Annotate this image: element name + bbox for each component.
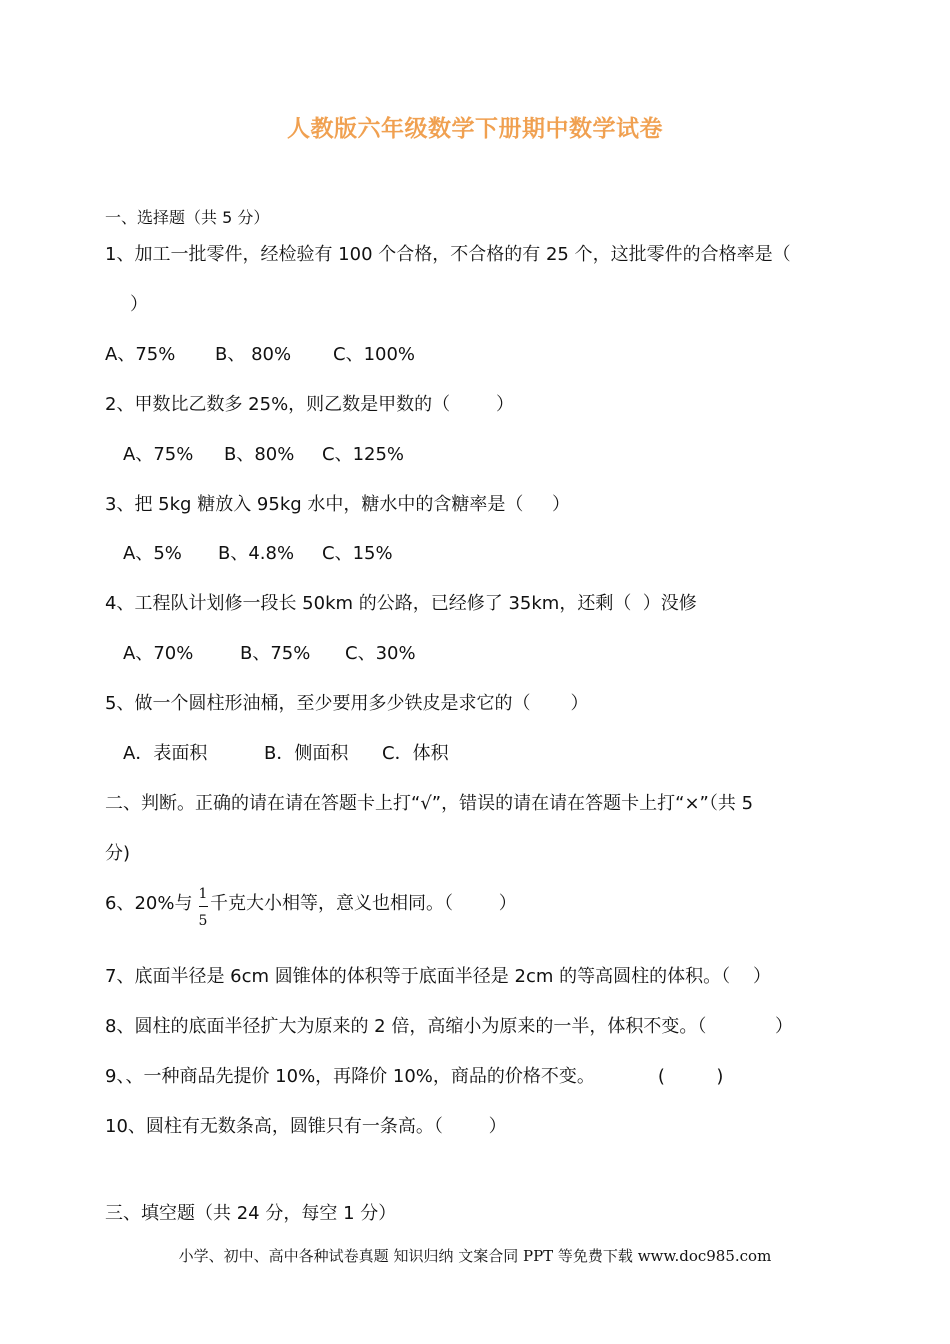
question-5-option-c: C．体积 (382, 743, 449, 764)
question-6-end: 千克大小相等，意义也相同。（ ） (210, 893, 517, 914)
question-4: 4、工程队计划修一段长 50km 的公路，已经修了 35km，还剩（ ）没修 (105, 593, 697, 614)
question-3-option-b: B、4.8% (218, 543, 295, 564)
fraction-bar (199, 906, 208, 907)
question-6-start: 6、20%与 (105, 893, 193, 914)
question-2: 2、甲数比乙数多 25%，则乙数是甲数的（ ） (105, 394, 514, 415)
section-2-heading: 二、判断。正确的请在请在答题卡上打“√”，错误的请在请在答题卡上打“×”（共 5 (105, 793, 754, 814)
section-1-heading: 一、选择题（共 5 分） (105, 208, 270, 227)
question-8: 8、圆柱的底面半径扩大为原来的 2 倍，高缩小为原来的一半，体积不变。（ ） (105, 1016, 794, 1037)
question-5: 5、做一个圆柱形油桶，至少要用多少铁皮是求它的（ ） (105, 693, 589, 714)
question-3-option-c: C、15% (322, 543, 393, 564)
question-3-option-a: A、5% (123, 543, 182, 564)
question-2-option-a: A、75% (123, 444, 194, 465)
document-title: 人教版六年级数学下册期中数学试卷 (287, 116, 663, 142)
section-3-heading: 三、填空题（共 24 分，每空 1 分） (105, 1203, 397, 1224)
fraction-numerator: 1 (198, 886, 208, 902)
question-1-continuation: ） (130, 294, 148, 315)
question-10: 10、圆柱有无数条高，圆锥只有一条高。（ ） (105, 1116, 507, 1137)
question-1: 1、加工一批零件，经检验有 100 个合格，不合格的有 25 个，这批零件的合格率是（ (105, 244, 791, 265)
section-2-heading-continuation: 分) (105, 843, 131, 864)
question-1-option-a: A、75% (105, 344, 176, 365)
question-1-option-c: C、100% (333, 344, 416, 365)
question-4-option-a: A、70% (123, 643, 194, 664)
footer-text: 小学、初中、高中各种试卷真题 知识归纳 文案合同 PPT 等免费下载 www.doc985.com (178, 1247, 772, 1265)
question-2-option-b: B、80% (224, 444, 295, 465)
fraction-denominator: 5 (198, 913, 208, 929)
question-4-option-b: B、75% (240, 643, 311, 664)
question-5-option-a: A．表面积 (123, 743, 208, 764)
question-3: 3、把 5kg 糖放入 95kg 水中，糖水中的含糖率是（ ） (105, 494, 571, 515)
question-5-option-b: B．侧面积 (264, 743, 349, 764)
question-7: 7、底面半径是 6cm 圆锥体的体积等于底面半径是 2cm 的等高圆柱的体积。（ ） (105, 966, 771, 987)
question-2-option-c: C、125% (322, 444, 405, 465)
question-9: 9、、一种商品先提价 10%，再降价 10%，商品的价格不变。 ( ) (105, 1066, 724, 1087)
question-1-option-b: B、 80% (215, 344, 292, 365)
question-4-option-c: C、30% (345, 643, 416, 664)
